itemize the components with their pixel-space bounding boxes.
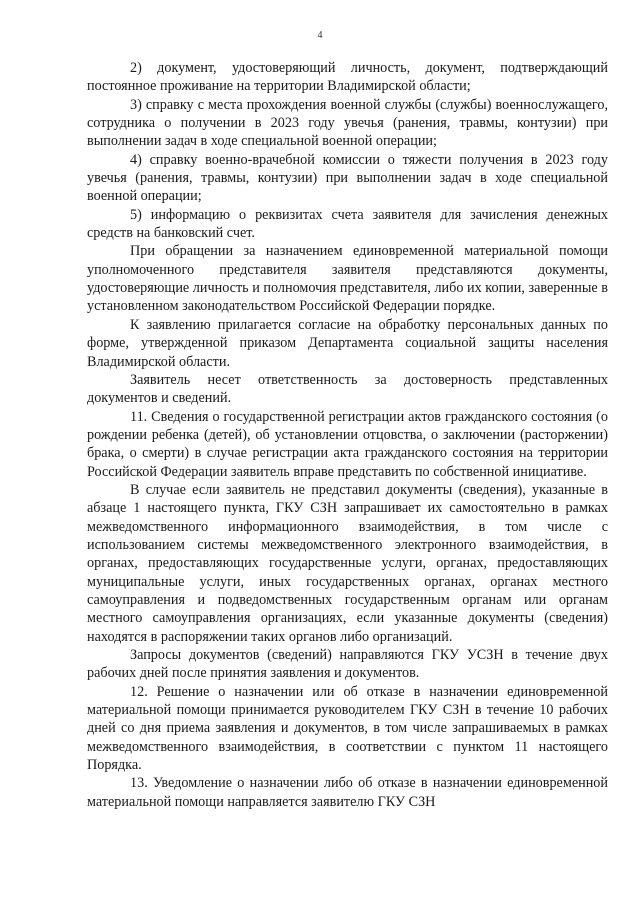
- paragraph-item-5: 5) информацию о реквизитах счета заявителя для зачисления денежных средств на банковский счет.: [87, 206, 608, 242]
- paragraph-item-3: 3) справку с места прохождения военной службы (службы) военнослужащего, сотрудника о получении в 2023 году увечья (ранения, травмы, контузии) при выполнении задач в ходе специальной военной операции;: [87, 96, 608, 150]
- paragraph-item-2: 2) документ, удостоверяющий личность, документ, подтверждающий постоянное проживание на территории Владимирской области;: [87, 60, 608, 95]
- paragraph-consent: К заявлению прилагается согласие на обработку персональных данных по форме, утвержденной приказом Департамента социальной защиты населения Владимирской области.: [87, 316, 608, 370]
- document-body: [87, 59, 608, 811]
- paragraph-representative: При обращении за назначением единовременной материальной помощи уполномоченного представителя заявителя представляются документы, удостоверяющие личность и полномочия представителя, либо их копии, заверенные в установленном законодательством Российской Федерации порядке.: [87, 243, 608, 315]
- page-number: 4: [317, 30, 323, 41]
- paragraph-requests: Запросы документов (сведений) направляются ГКУ УСЗН в течение двух рабочих дней после принятия заявления и документов.: [87, 647, 608, 682]
- paragraph-section-13: 13. Уведомление о назначении либо об отказе в назначении единовременной материальной помощи направляется заявителю ГКУ СЗН: [87, 775, 608, 810]
- paragraph-responsibility: Заявитель несет ответственность за достоверность представленных документов и сведений.: [87, 371, 608, 407]
- paragraph-interagency: В случае если заявитель не представил документы (сведения), указанные в абзаце 1 настоящего пункта, ГКУ СЗН запрашивает их самостоятельно в рамках межведомственного информационного взаимодействия, в том числе с использованием системы межведомственного электронного взаимодействия, в органах, предоставляющих государственные услуги, органах, предоставляющих муниципальные услуги, иных государственных органах, органах местного самоуправления и подведомственных государственным органам или органам местного самоуправления организациях, если указанные документы (сведения) находятся в распоряжении таких органов либо организаций.: [87, 481, 608, 645]
- paragraph-section-12: 12. Решение о назначении или об отказе в назначении единовременной материальной помощи принимается руководителем ГКУ СЗН в течение 10 рабочих дней со дня приема заявления и документов, в том числе запрашиваемых в рамках межведомственного взаимодействия, в соответствии с пунктом 11 настоящего Порядка.: [87, 683, 608, 774]
- paragraph-section-11: 11. Сведения о государственной регистрации актов гражданского состояния (о рождении ребенка (детей), об установлении отцовства, о заключении (расторжении) брака, о смерти) в случае регистрации акта гражданского состояния на территории Российской Федерации заявитель вправе представить по собственной инициативе.: [87, 408, 608, 480]
- paragraph-item-4: 4) справку военно-врачебной комиссии о тяжести получения в 2023 году увечья (ранения, травмы, контузии) при выполнении задач в ходе специальной военной операции;: [87, 151, 608, 205]
